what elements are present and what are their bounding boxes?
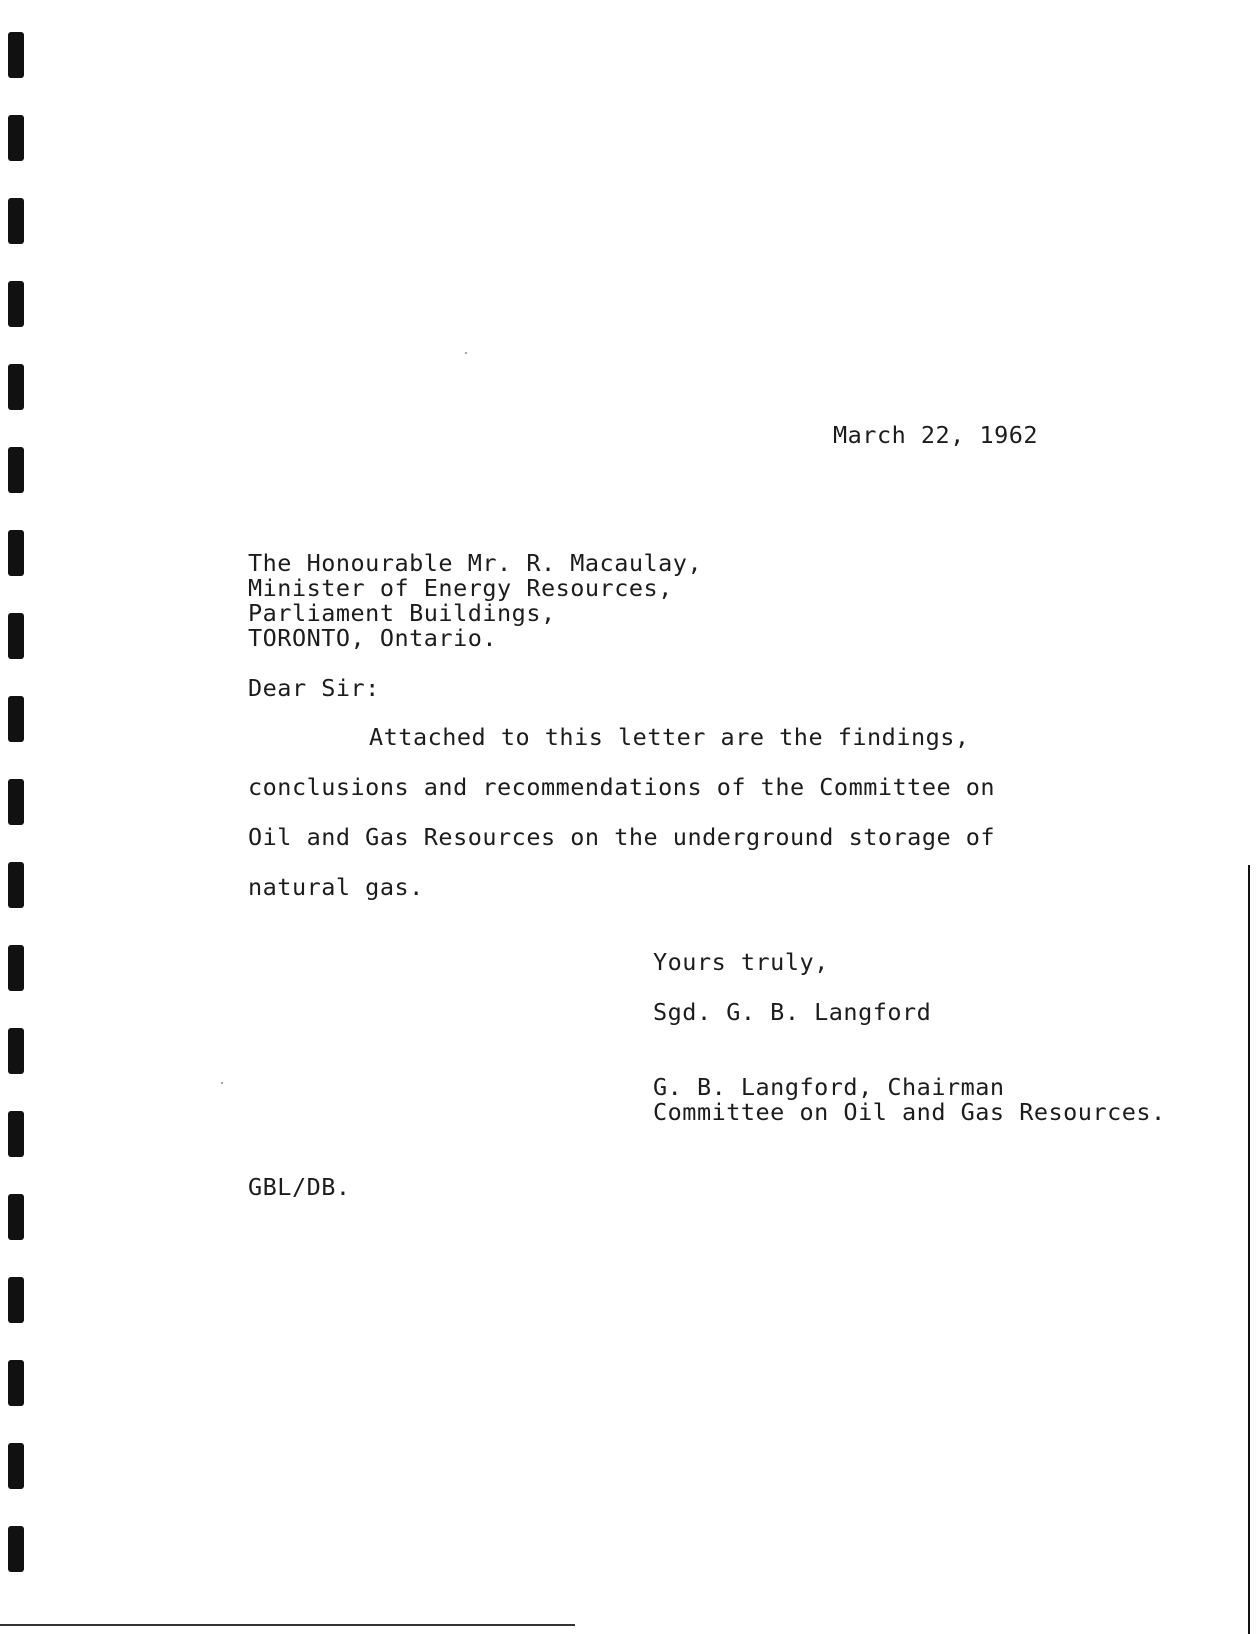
binder-hole-mark	[8, 779, 24, 825]
reference-initials: GBL/DB.	[248, 1173, 351, 1201]
binder-hole-mark	[8, 115, 24, 161]
binder-hole-mark	[8, 1443, 24, 1489]
binder-hole-mark	[8, 1111, 24, 1157]
signature-title: Committee on Oil and Gas Resources.	[653, 1098, 1166, 1126]
recipient-line: TORONTO, Ontario.	[248, 624, 498, 652]
binder-hole-mark	[8, 1526, 24, 1572]
binder-hole-mark	[8, 1194, 24, 1240]
body-line: Oil and Gas Resources on the underground storage of	[248, 823, 996, 851]
binder-hole-mark	[8, 1277, 24, 1323]
binder-hole-mark	[8, 364, 24, 410]
binder-hole-mark	[8, 945, 24, 991]
recipient-line: Parliament Buildings,	[248, 599, 556, 627]
recipient-line: The Honourable Mr. R. Macaulay,	[248, 549, 703, 577]
signed-line: Sgd. G. B. Langford	[653, 998, 932, 1026]
binder-hole-mark	[8, 32, 24, 78]
body-line: natural gas.	[248, 873, 424, 901]
body-line: Attached to this letter are the findings,	[369, 723, 970, 751]
binder-hole-mark	[8, 447, 24, 493]
binder-hole-mark	[8, 862, 24, 908]
scan-speck	[221, 1082, 223, 1084]
closing: Yours truly,	[653, 948, 829, 976]
body-line: conclusions and recommendations of the Committee on	[248, 773, 996, 801]
binder-hole-mark	[8, 530, 24, 576]
binder-hole-mark	[8, 1028, 24, 1074]
binder-hole-mark	[8, 613, 24, 659]
signature-name: G. B. Langford, Chairman	[653, 1073, 1005, 1101]
binder-hole-mark	[8, 1360, 24, 1406]
binder-hole-mark	[8, 696, 24, 742]
binder-hole-mark	[8, 281, 24, 327]
recipient-line: Minister of Energy Resources,	[248, 574, 673, 602]
scan-speck	[465, 352, 467, 354]
salutation: Dear Sir:	[248, 674, 380, 702]
binder-hole-mark	[8, 198, 24, 244]
page-edge-right	[1248, 865, 1250, 1634]
page-edge-bottom	[0, 1624, 575, 1626]
letter-date: March 22, 1962	[833, 421, 1039, 449]
